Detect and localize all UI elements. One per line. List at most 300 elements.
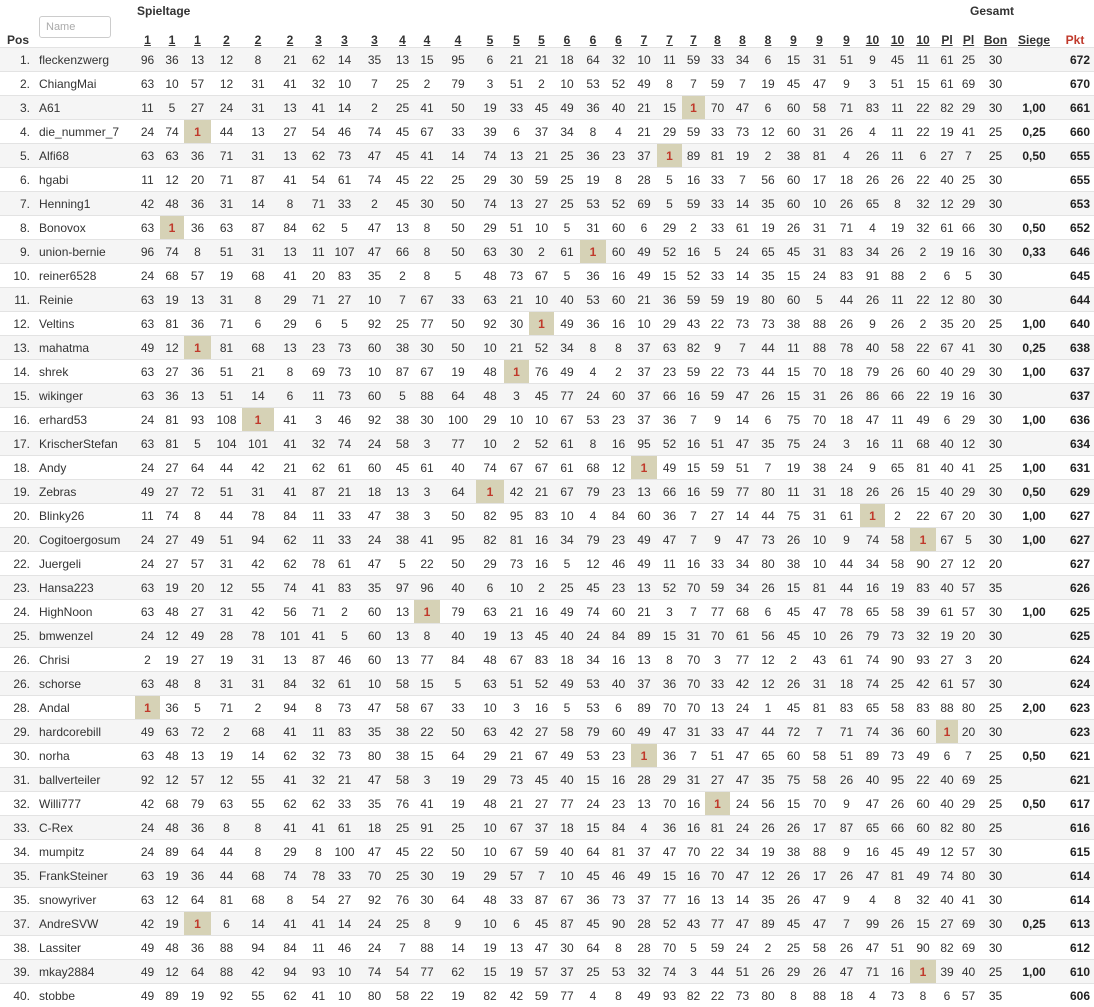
matchday-score: 4 (833, 144, 860, 168)
matchday-score: 62 (306, 144, 331, 168)
matchday-header-21[interactable]: 7 (682, 24, 705, 48)
matchday-score: 33 (440, 120, 476, 144)
siege-cell: 1,00 (1012, 312, 1056, 336)
matchday-score: 15 (580, 816, 606, 840)
matchday-score: 89 (631, 624, 657, 648)
matchday-score: 87 (391, 360, 414, 384)
matchday-score: 27 (274, 120, 306, 144)
matchday-score: 7 (833, 912, 860, 936)
matchday-score: 22 (910, 288, 936, 312)
matchday-header-6[interactable]: 2 (274, 24, 306, 48)
matchday-score: 2 (135, 648, 160, 672)
matchday-score: 29 (958, 408, 979, 432)
matchday-score: 87 (554, 912, 580, 936)
position-cell: 5. (0, 144, 36, 168)
matchday-score: 47 (806, 912, 833, 936)
matchday-score: 44 (705, 960, 730, 984)
matchday-score: 20 (958, 624, 979, 648)
matchday-score: 36 (184, 360, 211, 384)
matchday-score: 27 (936, 912, 958, 936)
matchday-score: 21 (504, 336, 529, 360)
matchday-score: 38 (391, 408, 414, 432)
matchday-score: 80 (755, 288, 781, 312)
points-cell: 614 (1056, 864, 1094, 888)
matchday-score: 25 (391, 312, 414, 336)
matchday-score: 3 (414, 432, 440, 456)
matchday-score: 10 (806, 624, 833, 648)
matchday-score: 84 (606, 624, 631, 648)
matchday-score: 22 (705, 984, 730, 1007)
matchday-score: 8 (910, 984, 936, 1007)
matchday-score: 32 (306, 432, 331, 456)
matchday-score: 55 (242, 768, 274, 792)
matchday-score: 14 (331, 48, 358, 72)
matchday-score: 26 (781, 528, 806, 552)
matchday-score: 81 (705, 816, 730, 840)
matchday-header-28[interactable]: 10 (860, 24, 885, 48)
matchday-score: 63 (135, 312, 160, 336)
matchday-score: 3 (306, 408, 331, 432)
matchday-score: 30 (414, 408, 440, 432)
matchday-score: 13 (274, 648, 306, 672)
matchday-score: 15 (781, 576, 806, 600)
matchday-score: 16 (860, 432, 885, 456)
table-row (0, 696, 1094, 720)
matchday-score: 12 (755, 864, 781, 888)
matchday-score: 61 (730, 624, 755, 648)
position-cell: 4. (0, 120, 36, 144)
position-cell: 16. (0, 408, 36, 432)
matchday-header-24[interactable]: 8 (755, 24, 781, 48)
matchday-header-18[interactable]: 6 (606, 24, 631, 48)
matchday-score: 63 (135, 384, 160, 408)
matchday-score: 49 (135, 720, 160, 744)
matchday-score: 34 (860, 552, 885, 576)
matchday-score: 44 (755, 360, 781, 384)
matchday-score: 49 (910, 840, 936, 864)
matchday-score: 64 (580, 48, 606, 72)
matchday-score: 31 (242, 72, 274, 96)
matchday-winner-score: 1 (184, 912, 211, 936)
matchday-header-9[interactable]: 3 (358, 24, 391, 48)
matchday-header-17[interactable]: 6 (580, 24, 606, 48)
matchday-header-12[interactable]: 4 (440, 24, 476, 48)
matchday-score: 25 (391, 96, 414, 120)
matchday-score: 41 (274, 432, 306, 456)
matchday-score: 60 (781, 120, 806, 144)
matchday-header-22[interactable]: 8 (705, 24, 730, 48)
siege-cell: 1,00 (1012, 960, 1056, 984)
matchday-header-23[interactable]: 8 (730, 24, 755, 48)
points-cell: 626 (1056, 576, 1094, 600)
points-cell: 610 (1056, 960, 1094, 984)
matchday-score: 47 (358, 768, 391, 792)
points-cell: 623 (1056, 696, 1094, 720)
matchday-score: 40 (554, 840, 580, 864)
matchday-score: 45 (391, 144, 414, 168)
siege-cell: 1,00 (1012, 456, 1056, 480)
player-name: Chrisi (36, 648, 135, 672)
matchday-score: 29 (781, 960, 806, 984)
matchday-header-11[interactable]: 4 (414, 24, 440, 48)
matchday-score: 32 (306, 768, 331, 792)
matchday-score: 49 (554, 672, 580, 696)
matchday-score: 11 (885, 96, 910, 120)
player-name: fleckenzwerg (36, 48, 135, 72)
matchday-score: 13 (274, 240, 306, 264)
matchday-score: 2 (606, 360, 631, 384)
points-header[interactable]: Pkt (1056, 24, 1094, 48)
matchday-header-1[interactable]: 1 (135, 24, 160, 48)
matchday-score: 49 (631, 864, 657, 888)
matchday-score: 16 (606, 312, 631, 336)
matchday-header-19[interactable]: 7 (631, 24, 657, 48)
matchday-header-7[interactable]: 3 (306, 24, 331, 48)
matchday-score: 38 (391, 528, 414, 552)
matchday-score: 2 (529, 240, 554, 264)
matchday-score: 15 (414, 48, 440, 72)
position-cell: 11. (0, 288, 36, 312)
matchday-header-10[interactable]: 4 (391, 24, 414, 48)
table-row (0, 552, 1094, 576)
table-row (0, 144, 1094, 168)
matchday-score: 84 (606, 504, 631, 528)
matchday-score: 74 (657, 960, 682, 984)
matchday-score: 70 (806, 792, 833, 816)
matchday-score: 61 (331, 456, 358, 480)
matchday-score: 36 (657, 672, 682, 696)
matchday-score: 77 (705, 600, 730, 624)
matchday-score: 94 (242, 936, 274, 960)
matchday-score: 25 (440, 816, 476, 840)
matchday-score: 63 (476, 600, 504, 624)
position-cell: 10. (0, 264, 36, 288)
matchday-header-3[interactable]: 1 (184, 24, 211, 48)
matchday-score: 26 (833, 624, 860, 648)
matchday-score: 89 (631, 696, 657, 720)
table-row (0, 456, 1094, 480)
player-name: mkay2884 (36, 960, 135, 984)
matchday-header-4[interactable]: 2 (211, 24, 242, 48)
matchday-score: 31 (682, 624, 705, 648)
matchday-score: 80 (958, 816, 979, 840)
player-name: FrankSteiner (36, 864, 135, 888)
matchday-header-14[interactable]: 5 (504, 24, 529, 48)
matchday-score: 36 (184, 864, 211, 888)
matchday-score: 38 (781, 840, 806, 864)
matchday-score: 50 (440, 216, 476, 240)
matchday-score: 19 (476, 936, 504, 960)
bonus-cell: 30 (979, 600, 1012, 624)
matchday-score: 37 (631, 144, 657, 168)
matchday-header-27[interactable]: 9 (833, 24, 860, 48)
matchday-score: 28 (631, 936, 657, 960)
matchday-winner-score: 1 (414, 600, 440, 624)
matchday-score: 8 (580, 336, 606, 360)
matchday-score: 49 (631, 552, 657, 576)
siege-cell (1012, 432, 1056, 456)
matchday-score: 19 (184, 984, 211, 1007)
bonus-cell: 30 (979, 432, 1012, 456)
matchday-score: 70 (358, 864, 391, 888)
matchday-score: 84 (274, 936, 306, 960)
matchday-score: 36 (160, 384, 184, 408)
matchday-score: 19 (755, 216, 781, 240)
matchday-score: 13 (705, 888, 730, 912)
matchday-score: 32 (910, 888, 936, 912)
matchday-score: 24 (135, 816, 160, 840)
matchday-header-26[interactable]: 9 (806, 24, 833, 48)
standings-table (0, 24, 1094, 1007)
matchday-score: 69 (958, 768, 979, 792)
player-name: KrischerStefan (36, 432, 135, 456)
matchday-score: 49 (631, 72, 657, 96)
matchday-score: 88 (806, 312, 833, 336)
player-name: Reinie (36, 288, 135, 312)
matchday-score: 63 (135, 288, 160, 312)
matchday-score: 70 (806, 360, 833, 384)
matchday-score: 69 (631, 192, 657, 216)
matchday-score: 25 (781, 936, 806, 960)
matchday-score: 54 (306, 120, 331, 144)
position-cell: 40. (0, 984, 36, 1007)
matchday-score: 11 (781, 480, 806, 504)
matchday-score: 49 (910, 408, 936, 432)
matchday-score: 84 (274, 216, 306, 240)
matchday-score: 31 (682, 768, 705, 792)
matchday-score: 26 (833, 384, 860, 408)
matchday-score: 36 (657, 816, 682, 840)
matchday-score: 79 (184, 792, 211, 816)
matchday-score: 62 (306, 216, 331, 240)
matchday-score: 75 (781, 408, 806, 432)
matchday-score: 42 (135, 912, 160, 936)
matchday-score: 40 (554, 624, 580, 648)
matchday-score: 3 (833, 432, 860, 456)
matchday-score: 49 (135, 480, 160, 504)
matchday-score: 51 (705, 744, 730, 768)
matchday-score: 33 (331, 192, 358, 216)
matchday-score: 26 (833, 120, 860, 144)
matchday-score: 66 (657, 480, 682, 504)
matchday-score: 87 (242, 216, 274, 240)
matchday-score: 12 (936, 192, 958, 216)
matchday-score: 13 (184, 384, 211, 408)
matchday-score: 78 (306, 552, 331, 576)
matchday-score: 24 (135, 624, 160, 648)
matchday-score: 14 (730, 504, 755, 528)
matchday-score: 23 (606, 792, 631, 816)
matchday-score: 11 (885, 144, 910, 168)
matchday-score: 31 (806, 480, 833, 504)
matchday-score: 15 (910, 480, 936, 504)
matchday-score: 21 (529, 48, 554, 72)
matchday-header-15[interactable]: 5 (529, 24, 554, 48)
matchday-score: 50 (440, 192, 476, 216)
matchday-score: 58 (391, 672, 414, 696)
matchday-score: 95 (504, 504, 529, 528)
matchday-score: 87 (529, 888, 554, 912)
matchday-header-2[interactable]: 1 (160, 24, 184, 48)
matchday-score: 29 (274, 840, 306, 864)
matchday-score: 12 (160, 624, 184, 648)
siege-cell: 1,00 (1012, 360, 1056, 384)
matchday-score: 6 (504, 912, 529, 936)
matchday-score: 13 (184, 744, 211, 768)
matchday-score: 11 (885, 120, 910, 144)
matchday-score: 5 (657, 168, 682, 192)
matchday-score: 6 (306, 312, 331, 336)
matchday-score: 73 (331, 696, 358, 720)
matchday-score: 64 (184, 840, 211, 864)
table-row (0, 912, 1094, 936)
matchday-score: 18 (833, 672, 860, 696)
table-row (0, 240, 1094, 264)
matchday-header-31[interactable]: Pl (936, 24, 958, 48)
matchday-score: 16 (682, 432, 705, 456)
matchday-score: 41 (306, 96, 331, 120)
matchday-score: 64 (440, 744, 476, 768)
matchday-score: 10 (476, 912, 504, 936)
matchday-score: 71 (306, 600, 331, 624)
matchday-score: 70 (705, 624, 730, 648)
matchday-score: 5 (554, 264, 580, 288)
matchday-score: 82 (682, 336, 705, 360)
points-cell: 629 (1056, 480, 1094, 504)
matchday-header-13[interactable]: 5 (476, 24, 504, 48)
matchday-score: 26 (806, 960, 833, 984)
matchday-header-30[interactable]: 10 (910, 24, 936, 48)
matchday-score: 24 (730, 792, 755, 816)
matchday-score: 6 (936, 984, 958, 1007)
matchday-score: 8 (657, 72, 682, 96)
matchday-score: 58 (391, 696, 414, 720)
matchday-score: 12 (606, 456, 631, 480)
matchday-score: 60 (910, 792, 936, 816)
matchday-score: 51 (730, 960, 755, 984)
siege-cell (1012, 264, 1056, 288)
matchday-score: 10 (476, 432, 504, 456)
matchday-score: 58 (806, 96, 833, 120)
matchday-score: 81 (606, 840, 631, 864)
matchday-header-5[interactable]: 2 (242, 24, 274, 48)
matchday-score: 12 (211, 768, 242, 792)
matchday-score: 48 (160, 816, 184, 840)
matchday-score: 13 (184, 288, 211, 312)
matchday-score: 51 (885, 72, 910, 96)
matchday-score: 29 (958, 96, 979, 120)
points-cell: 627 (1056, 528, 1094, 552)
matchday-score: 26 (860, 144, 885, 168)
matchday-score: 91 (860, 264, 885, 288)
matchday-score: 74 (476, 456, 504, 480)
matchday-score: 5 (440, 264, 476, 288)
matchday-score: 61 (331, 816, 358, 840)
matchday-score: 59 (682, 192, 705, 216)
matchday-score: 14 (242, 384, 274, 408)
matchday-score: 84 (274, 672, 306, 696)
matchday-score: 19 (755, 840, 781, 864)
points-cell: 627 (1056, 504, 1094, 528)
matchday-score: 36 (580, 96, 606, 120)
table-row (0, 600, 1094, 624)
matchday-winner-score: 1 (504, 360, 529, 384)
matchday-header-20[interactable]: 7 (657, 24, 682, 48)
table-row (0, 120, 1094, 144)
matchday-header-8[interactable]: 3 (331, 24, 358, 48)
matchday-score: 58 (885, 528, 910, 552)
matchday-header-16[interactable]: 6 (554, 24, 580, 48)
matchday-score: 10 (554, 72, 580, 96)
matchday-score: 8 (414, 912, 440, 936)
matchday-score: 11 (781, 336, 806, 360)
matchday-score: 74 (860, 720, 885, 744)
matchday-score: 51 (730, 456, 755, 480)
matchday-score: 21 (631, 96, 657, 120)
matchday-score: 81 (806, 576, 833, 600)
name-filter-input[interactable] (39, 16, 111, 38)
matchday-score: 63 (135, 72, 160, 96)
matchday-score: 33 (331, 792, 358, 816)
matchday-score: 62 (274, 984, 306, 1007)
matchday-score: 64 (580, 840, 606, 864)
matchday-score: 89 (682, 144, 705, 168)
matchday-score: 34 (554, 528, 580, 552)
matchday-score: 2 (358, 96, 391, 120)
position-cell: 31. (0, 768, 36, 792)
matchday-score: 99 (860, 912, 885, 936)
matchday-score: 7 (730, 168, 755, 192)
matchday-score: 83 (529, 648, 554, 672)
matchday-score: 51 (833, 744, 860, 768)
siege-header[interactable]: Siege (1012, 24, 1056, 48)
matchday-score: 77 (730, 648, 755, 672)
matchday-score: 73 (730, 984, 755, 1007)
points-cell: 615 (1056, 840, 1094, 864)
matchday-score: 42 (242, 552, 274, 576)
matchday-score: 73 (885, 984, 910, 1007)
matchday-score: 2 (910, 240, 936, 264)
bonus-cell: 25 (979, 744, 1012, 768)
matchday-header-32[interactable]: Pl (958, 24, 979, 48)
matchday-score: 73 (730, 120, 755, 144)
matchday-score: 66 (657, 384, 682, 408)
matchday-score: 81 (910, 456, 936, 480)
player-name: ballverteiler (36, 768, 135, 792)
bonus-header[interactable]: Bon (979, 24, 1012, 48)
matchday-score: 35 (755, 768, 781, 792)
matchday-header-29[interactable]: 10 (885, 24, 910, 48)
matchday-score: 93 (184, 408, 211, 432)
matchday-score: 50 (440, 96, 476, 120)
matchday-score: 12 (755, 648, 781, 672)
bonus-cell: 30 (979, 288, 1012, 312)
matchday-score: 13 (504, 936, 529, 960)
matchday-score: 21 (529, 480, 554, 504)
matchday-score: 71 (211, 168, 242, 192)
matchday-score: 47 (730, 96, 755, 120)
matchday-score: 26 (833, 864, 860, 888)
matchday-score: 10 (160, 72, 184, 96)
matchday-score: 68 (160, 792, 184, 816)
matchday-score: 62 (274, 552, 306, 576)
bonus-cell: 30 (979, 672, 1012, 696)
matchday-header-25[interactable]: 9 (781, 24, 806, 48)
matchday-score: 32 (306, 744, 331, 768)
matchday-score: 63 (160, 144, 184, 168)
matchday-score: 6 (936, 264, 958, 288)
matchday-score: 24 (580, 624, 606, 648)
